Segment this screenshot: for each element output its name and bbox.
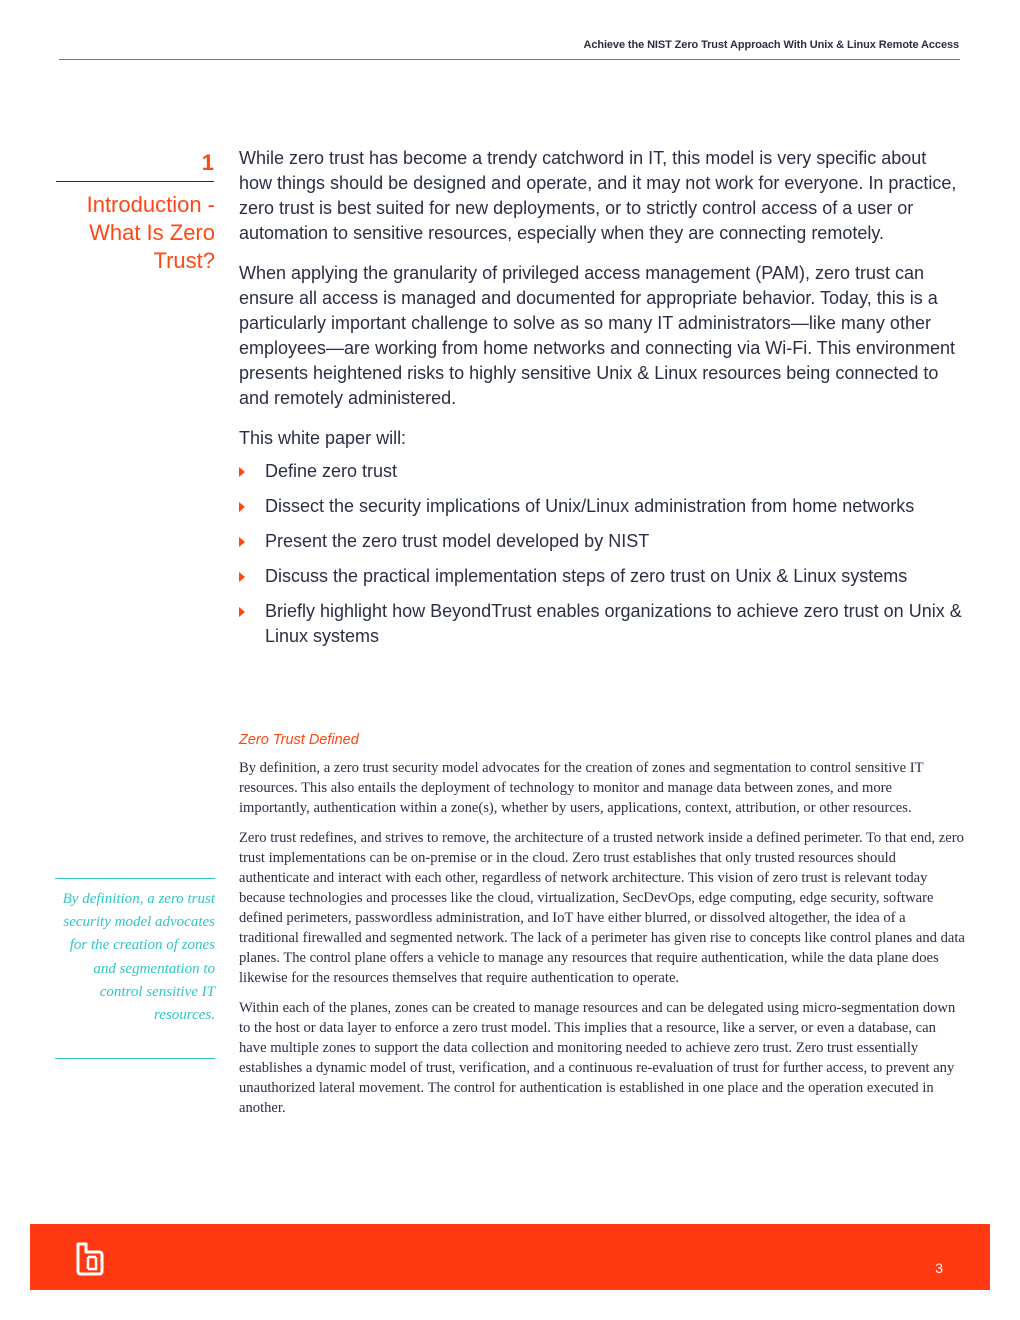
pull-quote: By definition, a zero trust security model advocates for the creation of zones and segmentation to control sensitive IT resources. xyxy=(62,891,215,1024)
bullet-arrow-icon xyxy=(239,467,245,477)
body-paragraph: Within each of the planes, zones can be created to manage resources and can be delegated using micro-segmentation down to the host or data layer to enforce a zero trust model. This implies that a resource, like a server, or even a database, can have multiple zones to support the data collection and monitoring needed to achieve zero trust. Zero trust essentially establishes a dynamic model of trust, verification, and a continuous re-evaluation of trust for further access, to prevent any unauthorized lateral movement. The control for authentication is established in one place and the operation executed in another. xyxy=(239,1000,956,1116)
body-paragraph: Zero trust redefines, and strives to remove, the architecture of a trusted network inside a defined perimeter. To that end, zero trust implementations can be on-premise or in the cloud. Zero trust establishes that only trusted resources should authenticate and interact with each other, regardless of network architecture. This vision of zero trust is relevant today because technologies and processes like the cloud, virtualization, SecDevOps, edge computing, edge security, software defined perimeters, passwordless administration, and IoT have either blurred, or dissolved altogether, the idea of a traditional firewalled and segmented network. The lack of a perimeter has given rise to concepts like control planes and data planes. The control plane offers a vehicle to manage any resources that require authentication, while the data plane does likewise for the resources themselves that require authentication to operate. xyxy=(239,830,965,986)
bullet-arrow-icon xyxy=(239,502,245,512)
list-item xyxy=(239,529,964,554)
intro-lead: This white paper will: xyxy=(239,428,407,448)
list-item xyxy=(239,494,964,519)
list-item-text: Briefly highlight how BeyondTrust enables organizations to achieve zero trust on Unix & Linux systems xyxy=(265,601,962,646)
list-item-text: Discuss the practical implementation steps of zero trust on Unix & Linux systems xyxy=(265,566,908,586)
list-item-text: Dissect the security implications of Unix/Linux administration from home networks xyxy=(265,496,915,516)
bullet-arrow-icon xyxy=(239,607,245,617)
list-item xyxy=(239,564,964,589)
section-number: 1 xyxy=(201,150,214,175)
list-item-text: Present the zero trust model developed by NIST xyxy=(265,531,650,551)
bullet-arrow-icon xyxy=(239,537,245,547)
objectives-list xyxy=(239,459,964,649)
section-divider xyxy=(56,181,214,182)
pull-quote-bottom-rule xyxy=(55,1058,215,1059)
intro-paragraph: While zero trust has become a trendy catchword in IT, this model is very specific about how things should be designed and operate, and it may not work for everyone. In practice, zero trust is best suited for new deployments, or to strictly control access of a user or automation to sensitive resources, especially when they are connecting remotely. xyxy=(239,148,957,243)
subsection-heading: Zero Trust Defined xyxy=(239,732,359,748)
list-item xyxy=(239,599,964,649)
document-title: Achieve the NIST Zero Trust Approach With Unix & Linux Remote Access xyxy=(583,39,959,51)
subsection-body xyxy=(239,730,965,1128)
list-item-text: Define zero trust xyxy=(265,461,398,481)
header-divider xyxy=(59,59,960,60)
section-title: Introduction - What Is Zero Trust? xyxy=(86,192,215,273)
page-footer xyxy=(30,1224,990,1290)
body-paragraph: By definition, a zero trust security model advocates for the creation of zones and segmentation to control sensitive IT resources. This also entails the deployment of technology to monitor and manage data between zones, and more importantly, authentication within a zone(s), whether by users, applications, context, attribution, or other resources. xyxy=(239,760,924,816)
list-item xyxy=(239,459,964,484)
intro-text xyxy=(239,146,964,659)
pull-quote-top-rule xyxy=(55,878,215,879)
bullet-arrow-icon xyxy=(239,572,245,582)
beyondtrust-logo-icon xyxy=(75,1238,105,1278)
intro-paragraph: When applying the granularity of privileged access management (PAM), zero trust can ensure all access is managed and documented for appropriate behavior. Today, this is a particularly important challenge to solve as so many IT administrators—like many other employees—are working from home networks and connecting via Wi-Fi. This environment presents heightened risks to highly sensitive Unix & Linux resources being connected to and remotely administered. xyxy=(239,263,955,408)
page-number: 3 xyxy=(935,1260,943,1276)
